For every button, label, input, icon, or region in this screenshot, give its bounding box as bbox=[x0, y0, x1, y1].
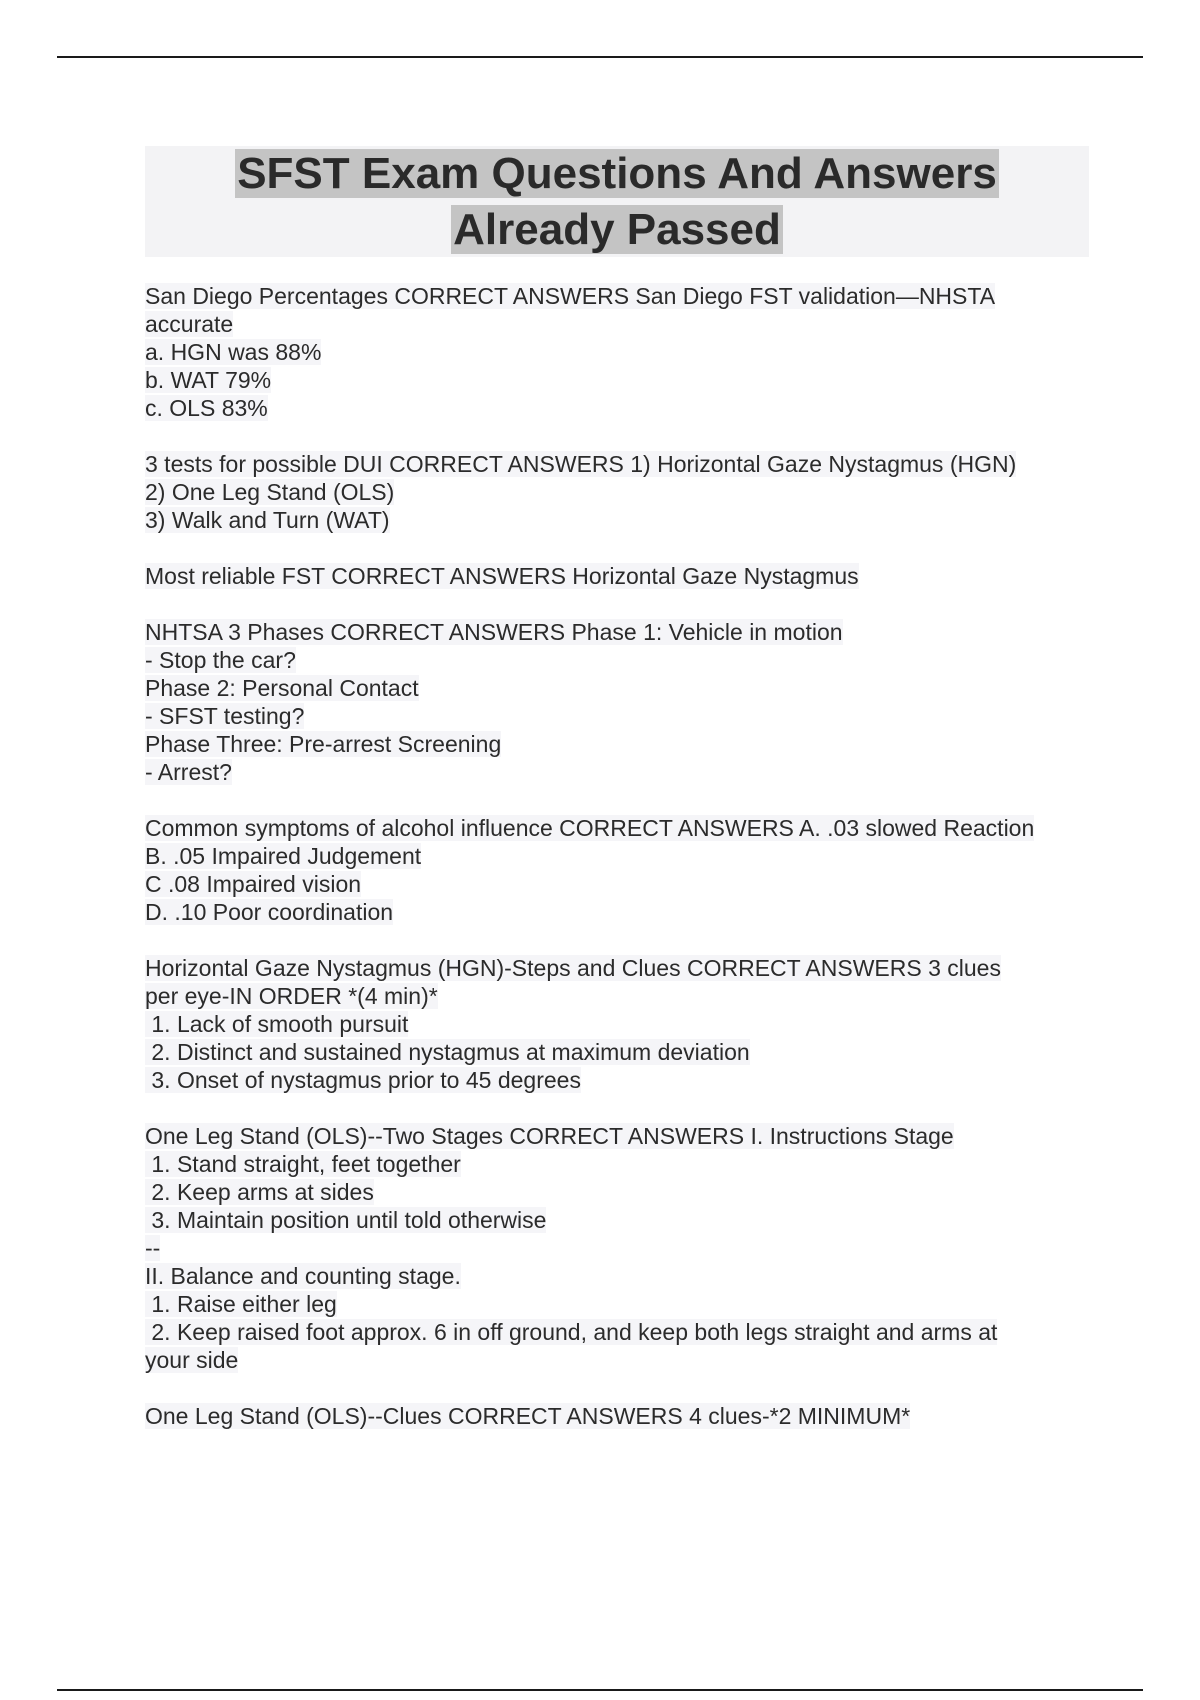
text-line: San Diego Percentages CORRECT ANSWERS San Diego FST validation—NHSTA bbox=[145, 283, 996, 309]
qa-entry-alcohol-symptoms bbox=[145, 814, 1095, 926]
title-line: Already Passed bbox=[453, 205, 781, 254]
text-line: 2) One Leg Stand (OLS) bbox=[145, 479, 395, 505]
text-line: -- bbox=[145, 1235, 161, 1261]
text-line: Common symptoms of alcohol influence CORRECT ANSWERS A. .03 slowed Reaction bbox=[145, 815, 1035, 841]
text-line: - Stop the car? bbox=[145, 647, 296, 673]
text-line: NHTSA 3 Phases CORRECT ANSWERS Phase 1: Vehicle in motion bbox=[145, 619, 843, 645]
text-line: 2. Distinct and sustained nystagmus at maximum deviation bbox=[145, 1039, 750, 1065]
document-title bbox=[145, 146, 1089, 257]
text-line: Most reliable FST CORRECT ANSWERS Horizontal Gaze Nystagmus bbox=[145, 563, 859, 589]
text-line: b. WAT 79% bbox=[145, 367, 272, 393]
text-line: One Leg Stand (OLS)--Two Stages CORRECT ANSWERS I. Instructions Stage bbox=[145, 1123, 954, 1149]
qa-entry-hgn-steps bbox=[145, 954, 1095, 1094]
text-line: 1. Stand straight, feet together bbox=[145, 1151, 461, 1177]
text-line: B. .05 Impaired Judgement bbox=[145, 843, 422, 869]
document-body bbox=[145, 282, 1095, 1458]
text-line: per eye-IN ORDER *(4 min)* bbox=[145, 983, 438, 1009]
qa-entry-san-diego-percentages bbox=[145, 282, 1095, 422]
text-line: D. .10 Poor coordination bbox=[145, 899, 394, 925]
text-line: - SFST testing? bbox=[145, 703, 305, 729]
text-line: C .08 Impaired vision bbox=[145, 871, 362, 897]
qa-entry-ols-clues bbox=[145, 1402, 1095, 1430]
text-line: 3. Maintain position until told otherwise bbox=[145, 1207, 547, 1233]
qa-entry-three-tests bbox=[145, 450, 1095, 534]
qa-entry-most-reliable bbox=[145, 562, 1095, 590]
text-line: 1. Raise either leg bbox=[145, 1291, 337, 1317]
text-line: 2. Keep arms at sides bbox=[145, 1179, 374, 1205]
text-line: a. HGN was 88% bbox=[145, 339, 322, 365]
text-line: c. OLS 83% bbox=[145, 395, 268, 421]
footer-rule bbox=[57, 1689, 1143, 1691]
text-line: Horizontal Gaze Nystagmus (HGN)-Steps and Clues CORRECT ANSWERS 3 clues bbox=[145, 955, 1001, 981]
text-line: 3) Walk and Turn (WAT) bbox=[145, 507, 390, 533]
qa-entry-ols-stages bbox=[145, 1122, 1095, 1374]
text-line: your side bbox=[145, 1347, 239, 1373]
text-line: II. Balance and counting stage. bbox=[145, 1263, 461, 1289]
text-line: Phase 2: Personal Contact bbox=[145, 675, 419, 701]
text-line: accurate bbox=[145, 311, 234, 337]
text-line: Phase Three: Pre-arrest Screening bbox=[145, 731, 502, 757]
text-line: - Arrest? bbox=[145, 759, 232, 785]
title-line: SFST Exam Questions And Answers bbox=[237, 149, 997, 198]
text-line: One Leg Stand (OLS)--Clues CORRECT ANSWERS 4 clues-*2 MINIMUM* bbox=[145, 1403, 911, 1429]
text-line: 1. Lack of smooth pursuit bbox=[145, 1011, 409, 1037]
text-line: 2. Keep raised foot approx. 6 in off ground, and keep both legs straight and arms at bbox=[145, 1319, 998, 1345]
header-rule bbox=[57, 56, 1143, 58]
text-line: 3 tests for possible DUI CORRECT ANSWERS 1) Horizontal Gaze Nystagmus (HGN) bbox=[145, 451, 1017, 477]
qa-entry-nhtsa-phases bbox=[145, 618, 1095, 786]
text-line: 3. Onset of nystagmus prior to 45 degrees bbox=[145, 1067, 581, 1093]
